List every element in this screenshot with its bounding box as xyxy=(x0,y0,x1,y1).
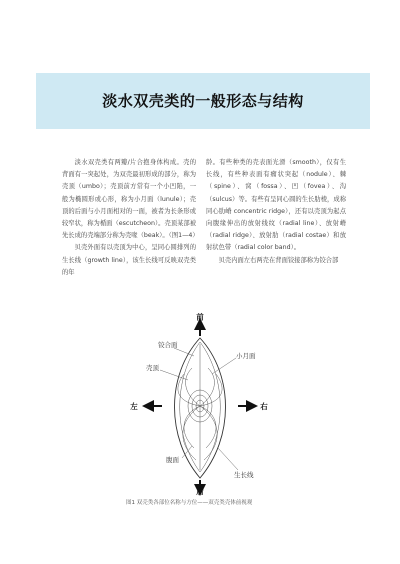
page-title: 淡水双壳类的一般形态与结构 xyxy=(102,92,304,110)
direction-front: 前 xyxy=(196,312,204,322)
text-column-left xyxy=(62,157,199,279)
direction-left: 左 xyxy=(130,402,138,411)
paragraph: 贝壳内面左右两壳在背面铰接部称为铰合部 xyxy=(218,256,339,264)
direction-right: 右 xyxy=(260,402,268,411)
growth-lines xyxy=(178,344,222,470)
direction-back: 后 xyxy=(196,487,204,496)
text-column-right xyxy=(206,157,346,267)
title-banner xyxy=(36,73,370,129)
shell-diagram-svg xyxy=(100,312,300,496)
label-lunule: 小月面 xyxy=(236,352,256,360)
label-umbo: 壳顶 xyxy=(146,364,159,372)
label-growth-line: 生长线 xyxy=(234,471,254,479)
label-ventral: 腹面 xyxy=(166,456,179,464)
figure-caption: 图1 双壳类各部位名称与方位——双壳类壳体前视观 xyxy=(126,500,253,506)
paragraph: 淡水双壳类有两瓣/片合抱身体构成。壳的背面有一突起处，为双壳最初形成的部分，称为壳顶（umbo）；壳顶前方常有一个小凹陷，一般为椭圆形或心形，称为小月面（lunule）；壳顶的后面与小月面相对的一面，被者为长条形或较窄状，称为楯面（escutcheon）。壳顶某部被先长成的壳端部分称为壳喙（beak）。（图1—4） xyxy=(62,159,199,240)
paragraph: 龄。有些种类的壳表面光滑（smooth），仅有生长线，有些种表面有瘤状突起（nodule）、棘（spine）、窝（fossa）、凹（fovea）、沟（sulcus）等。有些有呈同心圆的生长肋棱，成称同心肋嵴 concentric ridge），还有以壳顶为起点向腹缘伸出的放射线纹（radial line）、放射嵴（radial ridge）、放射肋（radial costae）和放射状色带（radial color band）。 xyxy=(206,159,346,252)
label-hinge: 铰合面 xyxy=(158,341,178,349)
valve-edge xyxy=(180,342,200,472)
paragraph: 贝壳外面有以壳顶为中心，呈同心圆排列的生长线（growth line），该生长线可反映双壳类的年 xyxy=(62,244,196,276)
shell-diagram xyxy=(100,312,300,496)
